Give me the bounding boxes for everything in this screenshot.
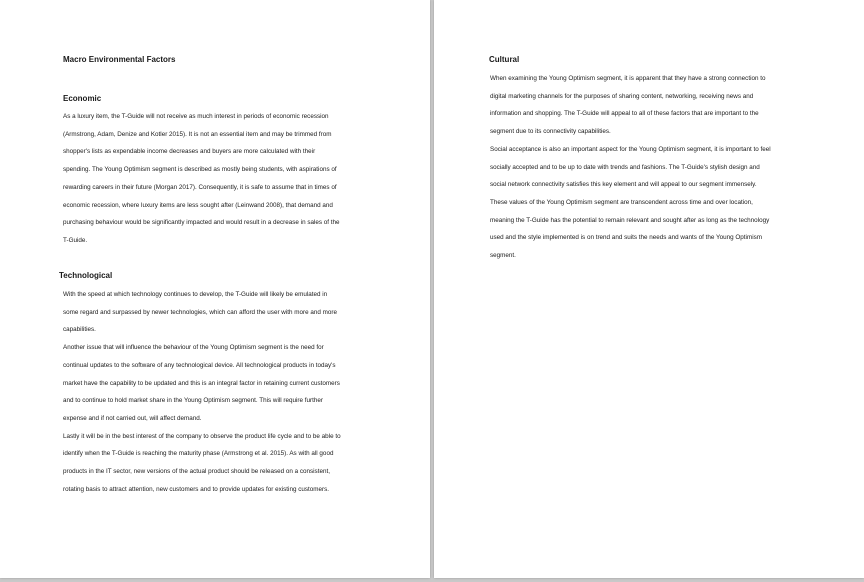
paragraph-technological <box>63 286 341 498</box>
text-line: capabilities. <box>63 326 96 334</box>
text-line: segment. <box>490 252 516 260</box>
text-line: When examining the Young Optimism segment, it is apparent that they have a strong connection to <box>490 75 766 82</box>
heading-cultural: Cultural <box>489 55 520 64</box>
text-line: rotating basis to attract attention, new customers and to provide updates for existing customers. <box>63 485 330 493</box>
text-line: used and the style implemented is on trend and suits the needs and wants of the Young Optimism <box>490 234 762 242</box>
text-line: Another issue that will influence the behaviour of the Young Optimism segment is the need for <box>63 344 324 352</box>
document-page-right <box>434 0 864 578</box>
text-line: socially accepted and to be up to date with trends and fashions. The T-Guide's stylish design and <box>490 163 760 171</box>
text-line: meaning the T-Guide has the potential to remain relevant and sought after as long as the technology <box>490 216 770 224</box>
text-line: segment due to its connectivity capabilities. <box>490 128 611 136</box>
text-line: With the speed at which technology continues to develop, the T-Guide will likely be emulated in <box>63 291 328 298</box>
text-line: These values of the Young Optimism segment are transcendent across time and over location, <box>490 198 753 206</box>
text-line: T-Guide. <box>63 236 88 244</box>
text-line: and to continue to hold market share in the Young Optimism segment. This will require further <box>63 397 323 405</box>
document-page-left <box>0 0 430 578</box>
text-line: digital marketing channels for the purposes of sharing content, networking, receiving news and <box>490 92 754 100</box>
heading-technological: Technological <box>59 271 113 280</box>
text-line: Lastly it will be in the best interest of the company to observe the product life cycle and to be able to <box>63 432 341 440</box>
text-line: continual updates to the software of any technological device. All technological products in today's <box>63 361 336 369</box>
paragraph-economic <box>63 108 340 250</box>
heading-economic: Economic <box>63 94 102 103</box>
text-line: expense and if not carried out, will affect demand. <box>63 414 202 422</box>
text-line: Social acceptance is also an important aspect for the Young Optimism segment, it is important to feel <box>490 145 771 153</box>
text-line: products in the IT sector, new versions of the actual product should be released on a consistent, <box>63 468 330 476</box>
text-line: shopper's lists as expendable income decreases and buyers are more calculated with their <box>63 148 316 156</box>
page-title: Macro Environmental Factors <box>63 55 176 64</box>
text-line: rewarding careers in their future (Morgan 2017). Consequently, it is safe to assume that in times of <box>63 183 337 191</box>
text-line: economic recession, where luxury items are less sought after (Leinwand 2008), that demand and <box>63 201 333 209</box>
text-line: information and shopping. The T-Guide will appeal to all of these factors that are important to the <box>490 110 759 118</box>
text-line: some regard and surpassed by newer technologies, which can afford the user with more and more <box>63 308 337 316</box>
text-line: purchasing behaviour would be significantly impacted and would result in a decrease in sales of the <box>63 219 340 227</box>
text-line: spending. The Young Optimism segment is described as mostly being students, with aspirations of <box>63 166 337 174</box>
text-line: social network connectivity satisfies this key element and will appeal to our segment immensely. <box>490 181 757 189</box>
text-line: As a luxury item, the T-Guide will not receive as much interest in periods of economic recession <box>63 113 329 120</box>
text-line: market have the capability to be updated and this is an integral factor in retaining current customers <box>63 379 340 387</box>
text-line: identify when the T-Guide is reaching the maturity phase (Armstrong et al. 2015). As with all good <box>63 450 334 458</box>
paragraph-cultural <box>490 70 771 265</box>
text-line: (Armstrong, Adam, Denize and Kotler 2015). It is not an essential item and may be trimmed from <box>63 130 332 138</box>
